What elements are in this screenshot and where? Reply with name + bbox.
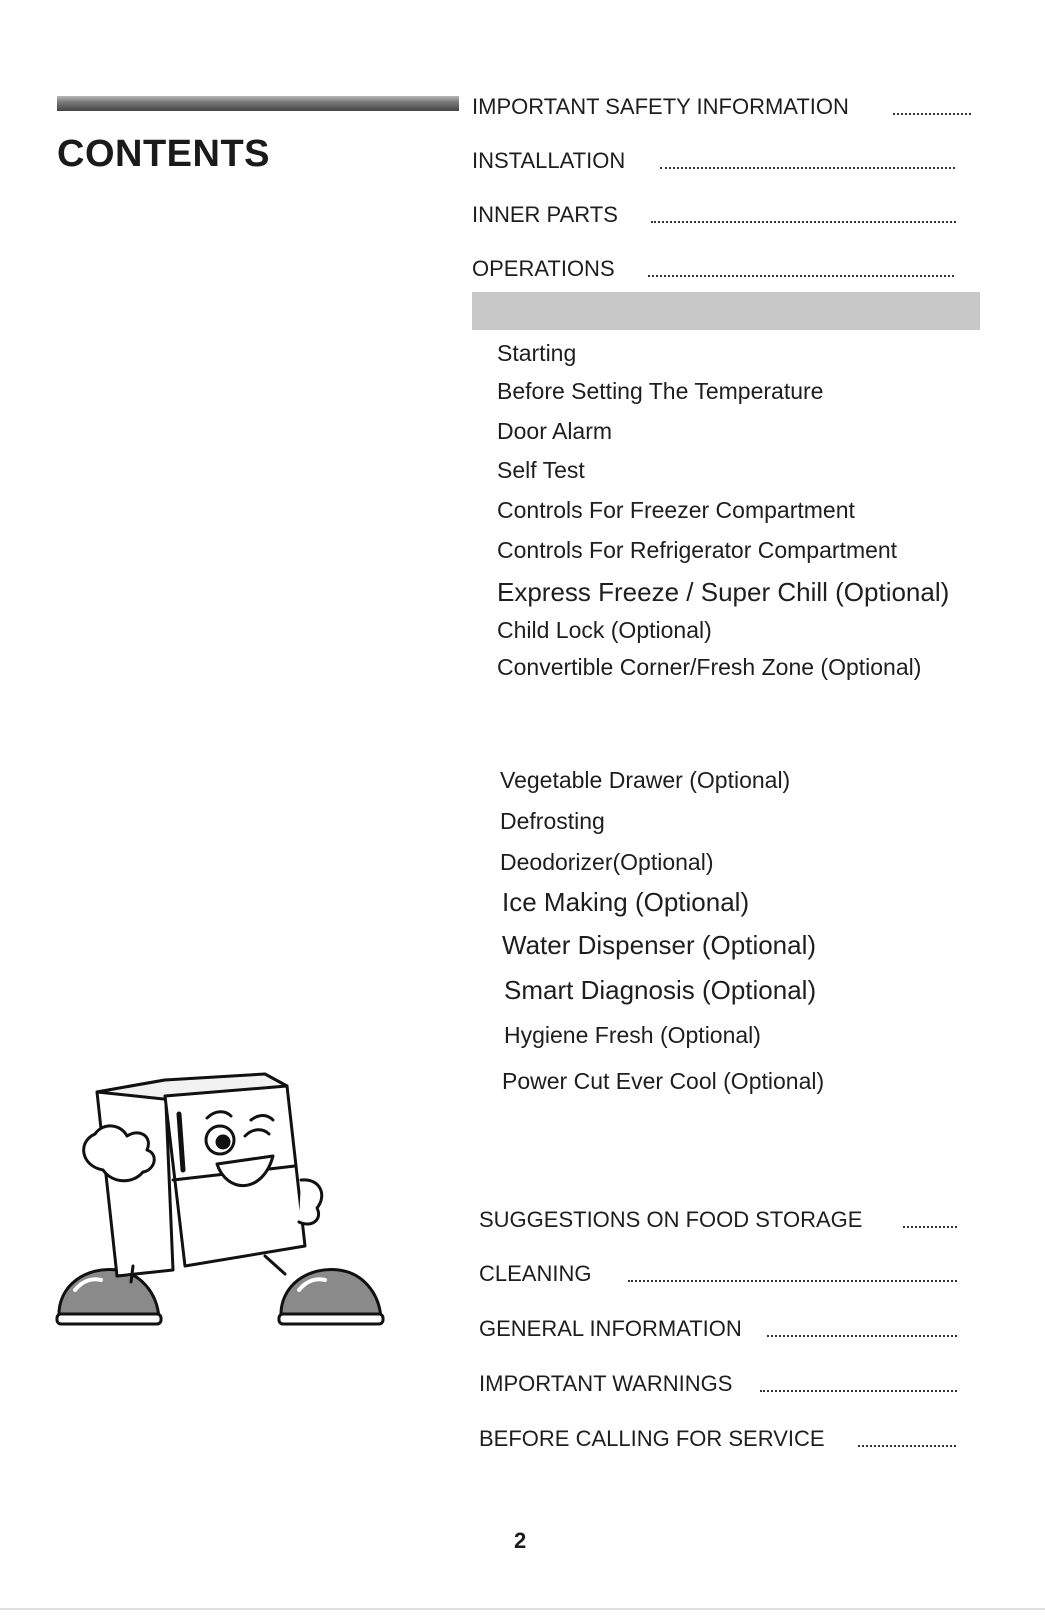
subitem-door-alarm[interactable]: Door Alarm (497, 418, 613, 444)
toc-dots (648, 273, 954, 277)
subitem-starting[interactable]: Starting (497, 340, 577, 366)
page-title: CONTENTS (57, 133, 270, 175)
toc-entry-safety[interactable]: IMPORTANT SAFETY INFORMATION (472, 94, 849, 119)
subitem-ice-making[interactable]: Ice Making (Optional) (502, 887, 750, 917)
subitem-defrosting[interactable]: Defrosting (500, 808, 605, 834)
subitem-smart-diagnosis[interactable]: Smart Diagnosis (Optional) (504, 975, 817, 1005)
subitem-deodorizer[interactable]: Deodorizer(Optional) (500, 849, 714, 875)
toc-entry-installation[interactable]: INSTALLATION (472, 148, 626, 173)
subitem-hygiene-fresh[interactable]: Hygiene Fresh (Optional) (504, 1022, 761, 1048)
toc-dots (628, 1278, 957, 1282)
subitem-before-setting-temperature[interactable]: Before Setting The Temperature (497, 378, 824, 404)
toc-dots (893, 111, 971, 115)
subitem-water-dispenser[interactable]: Water Dispenser (Optional) (502, 930, 817, 960)
subitem-convertible-corner[interactable]: Convertible Corner/Fresh Zone (Optional) (497, 654, 922, 680)
toc-entry-operations[interactable]: OPERATIONS (472, 256, 615, 281)
toc-dots (651, 219, 956, 223)
toc-entry-important-warnings[interactable]: IMPORTANT WARNINGS (479, 1371, 733, 1396)
toc-dots (660, 165, 955, 169)
subitem-refrigerator-controls[interactable]: Controls For Refrigerator Compartment (497, 537, 898, 563)
subitem-power-cut-ever-cool[interactable]: Power Cut Ever Cool (Optional) (502, 1068, 825, 1094)
header-rule (57, 96, 459, 111)
toc-dots (903, 1224, 957, 1228)
toc-entry-inner-parts[interactable]: INNER PARTS (472, 202, 618, 227)
toc-entry-before-calling-service[interactable]: BEFORE CALLING FOR SERVICE (479, 1426, 825, 1451)
refrigerator-mascot-icon (55, 1070, 385, 1330)
toc-entry-food-storage[interactable]: SUGGESTIONS ON FOOD STORAGE (479, 1207, 863, 1232)
subitem-child-lock[interactable]: Child Lock (Optional) (497, 617, 712, 643)
subitem-vegetable-drawer[interactable]: Vegetable Drawer (Optional) (500, 767, 791, 793)
page-bottom-edge (0, 1608, 1045, 1610)
toc-dots (858, 1443, 956, 1447)
page-number: 2 (514, 1528, 527, 1553)
toc-dots (767, 1333, 957, 1337)
subitem-express-freeze[interactable]: Express Freeze / Super Chill (Optional) (497, 577, 950, 607)
subitem-freezer-controls[interactable]: Controls For Freezer Compartment (497, 497, 855, 523)
operations-section-bar (472, 292, 980, 330)
subitem-self-test[interactable]: Self Test (497, 457, 585, 483)
toc-dots (760, 1388, 957, 1392)
toc-entry-cleaning[interactable]: CLEANING (479, 1261, 592, 1286)
toc-entry-general-information[interactable]: GENERAL INFORMATION (479, 1316, 742, 1341)
